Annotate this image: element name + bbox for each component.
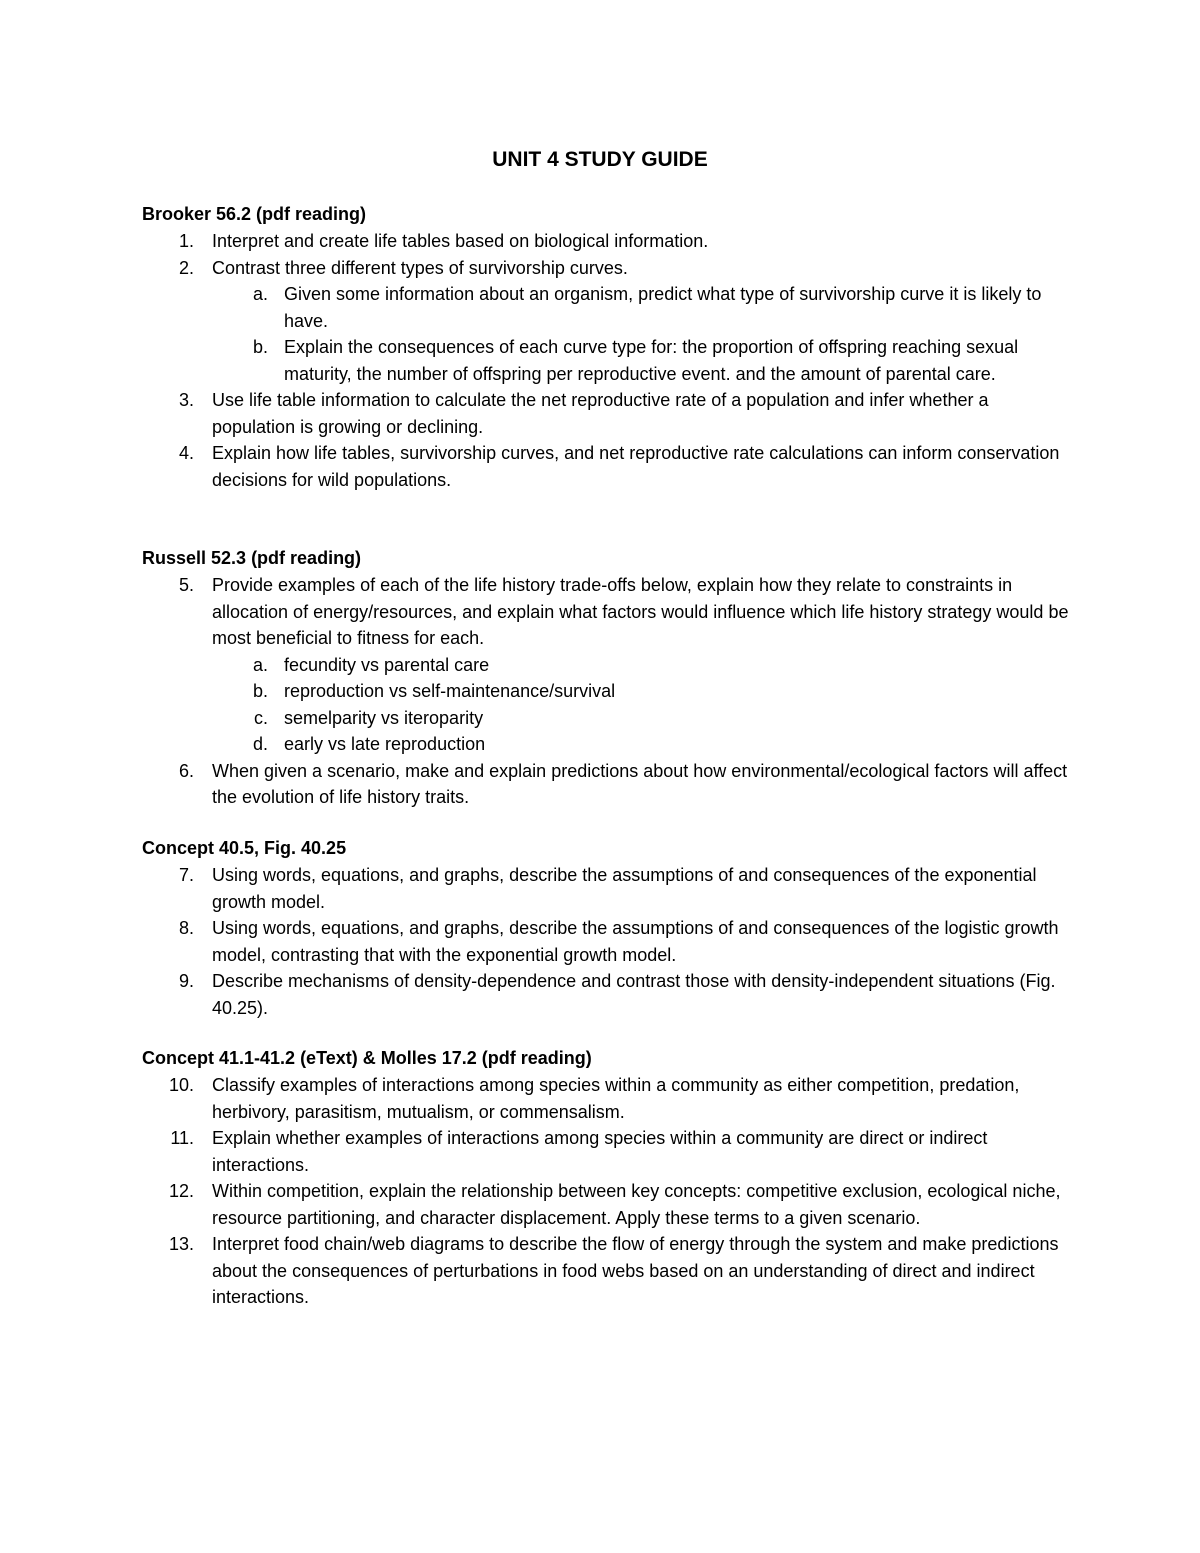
- list-item: [142, 1231, 1072, 1311]
- item-number: 8.: [178, 918, 194, 938]
- section-heading: Brooker 56.2 (pdf reading): [142, 204, 367, 224]
- sub-item-text: early vs late reproduction: [284, 734, 486, 754]
- item-number: 11.: [170, 1128, 194, 1148]
- sub-item: [142, 678, 1072, 705]
- list-item: [142, 228, 1072, 255]
- section-heading: Concept 40.5, Fig. 40.25: [142, 838, 347, 858]
- item-text: When given a scenario, make and explain predictions about how environmental/ecological factors will affect the evolution of life history traits.: [212, 760, 1068, 807]
- list-item: [142, 440, 1072, 493]
- section-russell: [142, 544, 1072, 811]
- sub-item: [142, 281, 1072, 334]
- page-title: UNIT 4 STUDY GUIDE: [492, 148, 708, 171]
- item-number: 10.: [168, 1075, 194, 1095]
- sub-item-text: Explain the consequences of each curve type for: the proportion of offspring reaching sexual maturity, the number of offspring per reproductive event. and the amount of parental care.: [284, 337, 1019, 384]
- item-number: 7.: [178, 865, 194, 885]
- list-item: [142, 572, 1072, 652]
- sub-item-letter: a.: [252, 654, 268, 675]
- sub-item-letter: c.: [253, 707, 268, 728]
- list-item: [142, 1072, 1072, 1125]
- sub-item: [142, 334, 1072, 387]
- item-number: 4.: [178, 443, 194, 463]
- item-number: 3.: [178, 390, 194, 410]
- sub-item: [142, 705, 1072, 732]
- item-text: Provide examples of each of the life history trade-offs below, explain how they relate to constraints in allocation of energy/resources, and explain what factors would influence which life history strategy would be most beneficial to fitness for each.: [212, 575, 1069, 648]
- sub-item-text: fecundity vs parental care: [284, 654, 490, 675]
- section-brooker: [142, 200, 1072, 493]
- item-number: 6.: [178, 760, 194, 781]
- section-heading: Concept 41.1-41.2 (eText) & Molles 17.2 (pdf reading): [142, 1048, 592, 1068]
- list-item: [142, 387, 1072, 440]
- list-item: [142, 1125, 1072, 1178]
- item-number: 9.: [178, 971, 194, 991]
- item-text: Use life table information to calculate the net reproductive rate of a population and infer whether a population is growing or declining.: [212, 390, 989, 437]
- item-number: 12.: [168, 1181, 194, 1201]
- list-item: [142, 1178, 1072, 1231]
- section-concept-40: [142, 834, 1072, 1021]
- item-number: 2.: [178, 257, 194, 278]
- item-text: Using words, equations, and graphs, describe the assumptions of and consequences of the exponential growth model.: [212, 865, 1037, 912]
- sub-item-letter: b.: [252, 337, 268, 357]
- sub-item-letter: a.: [252, 284, 268, 304]
- sub-item-letter: b.: [252, 681, 268, 701]
- item-text: Explain how life tables, survivorship curves, and net reproductive rate calculations can inform conservation decisions for wild populations.: [212, 443, 1060, 490]
- sub-item: [142, 731, 1072, 758]
- item-number: 5.: [178, 575, 194, 595]
- item-text: Using words, equations, and graphs, describe the assumptions of and consequences of the logistic growth model, contrasting that with the exponential growth model.: [212, 918, 1059, 965]
- item-text: Interpret food chain/web diagrams to describe the flow of energy through the system and make predictions about the consequences of perturbations in food webs based on an understanding of direct and indirect interactions.: [212, 1234, 1059, 1307]
- item-text: Describe mechanisms of density-dependence and contrast those with density-independent situations (Fig. 40.25).: [212, 971, 1056, 1018]
- item-text: Classify examples of interactions among species within a community as either competition, predation, herbivory, parasitism, mutualism, or commensalism.: [212, 1075, 1020, 1122]
- list-item: [142, 915, 1072, 968]
- item-number: 1.: [178, 231, 194, 251]
- item-text: Contrast three different types of survivorship curves.: [212, 257, 628, 278]
- section-concept-41: [142, 1044, 1072, 1311]
- list-item: [142, 758, 1072, 811]
- sub-item-text: Given some information about an organism, predict what type of survivorship curve it is likely to have.: [284, 284, 1042, 331]
- item-text: Interpret and create life tables based on biological information.: [212, 231, 709, 251]
- sub-item-letter: d.: [252, 734, 268, 754]
- sub-item-text: semelparity vs iteroparity: [284, 707, 484, 728]
- sub-item: [142, 652, 1072, 679]
- list-item: [142, 968, 1072, 1021]
- list-item: [142, 255, 1072, 282]
- item-number: 13.: [168, 1234, 194, 1254]
- list-item: [142, 862, 1072, 915]
- sub-item-text: reproduction vs self-maintenance/survival: [284, 681, 616, 701]
- section-heading: Russell 52.3 (pdf reading): [142, 548, 362, 568]
- item-text: Explain whether examples of interactions among species within a community are direct or indirect interactions.: [212, 1128, 988, 1175]
- item-text: Within competition, explain the relationship between key concepts: competitive exclusion, ecological niche, resource partitioning, and character displacement. Apply these terms to a given scenario.: [212, 1181, 1061, 1228]
